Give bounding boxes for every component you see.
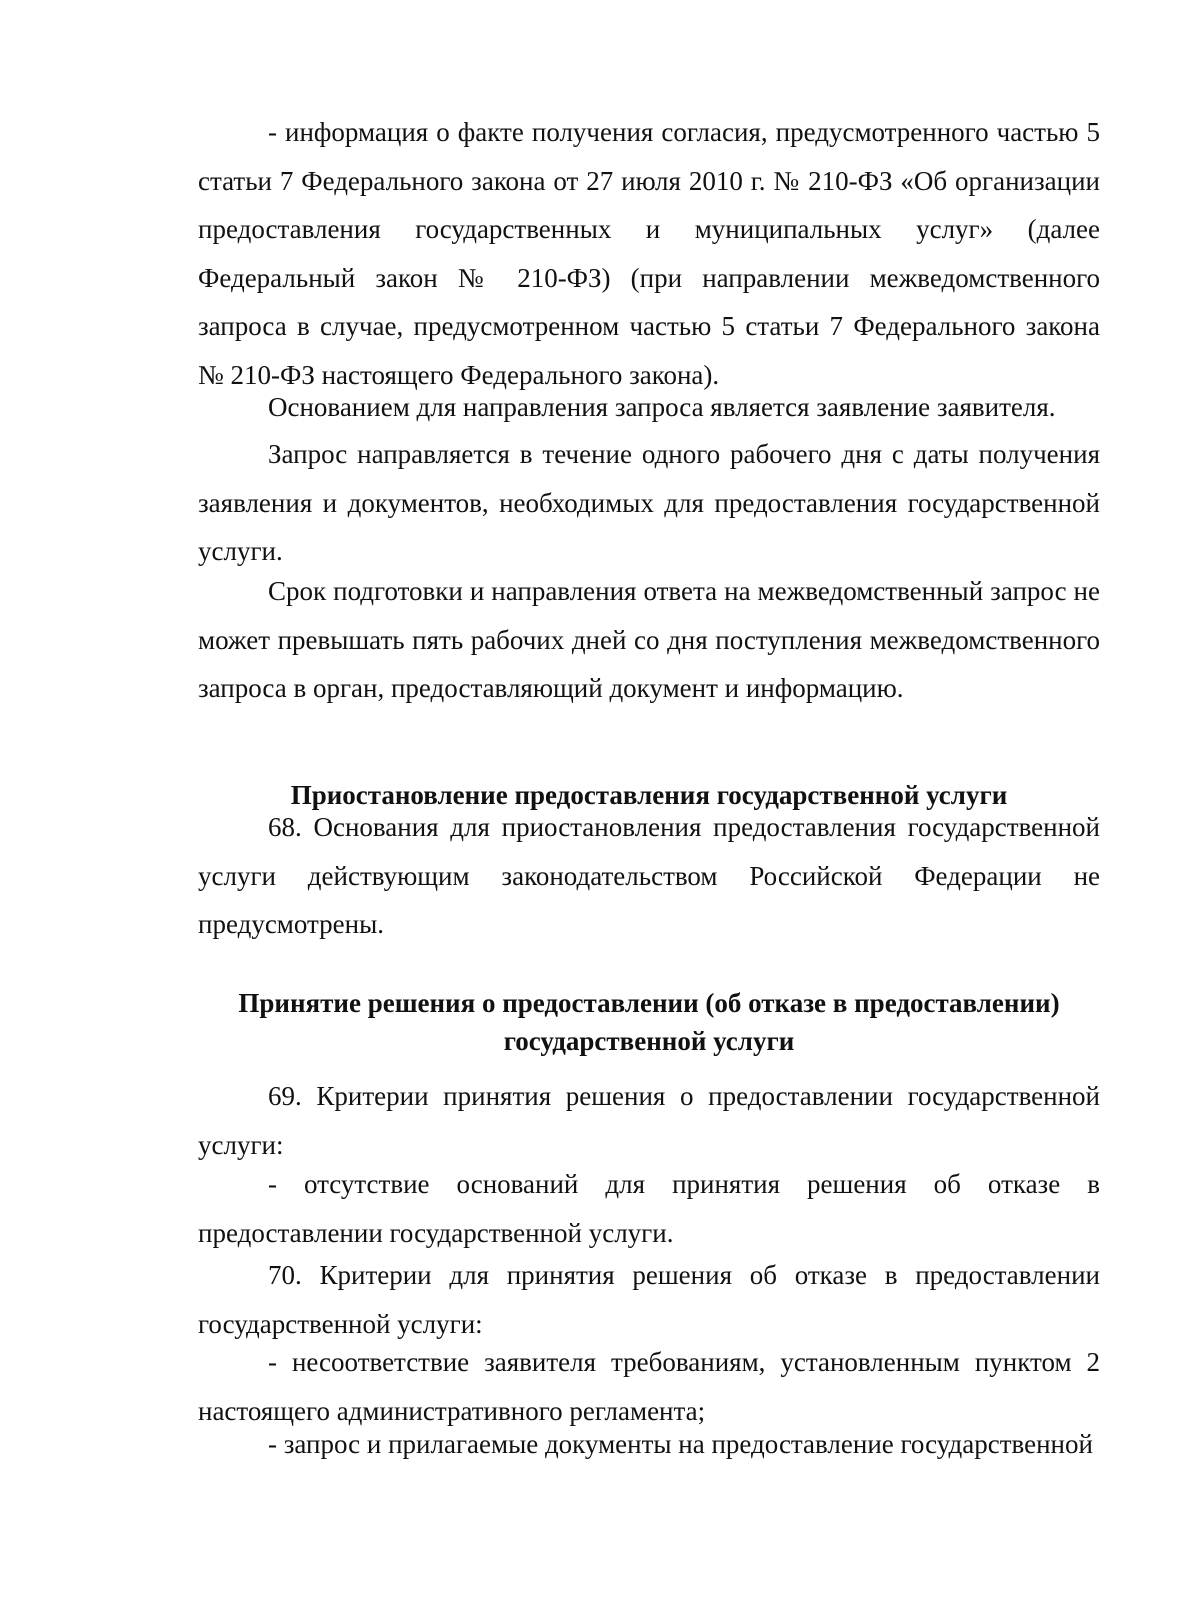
paragraph-text: 70. Критерии для принятия решения об отказе в предоставлении государственной услуги: [198,1260,1100,1339]
paragraph-request-timing [198,430,1100,576]
paragraph-text: - информация о факте получения согласия, предусмотренного частью 5 статьи 7 Федерального закона от 27 июля 2010 г. № 210-ФЗ «Об организации предоставления государственных и муниципальных услуг» (далее Федеральный закон № 210-ФЗ) (при направлении межведомственного запроса в случае, предусмотренном частью 5 статьи 7 Федерального закона № 210-ФЗ настоящего Федерального закона). [198,117,1100,390]
paragraph-70 [198,1251,1100,1348]
paragraph-69 [198,1072,1100,1169]
heading-text: Приостановление предоставления государственной услуги [290,780,1008,810]
heading-line-1: Принятие решения о предоставлении (об отказе в предоставлении) [238,988,1060,1018]
heading-line-2: государственной услуги [503,1026,795,1056]
paragraph-70-item-2 [198,1420,1100,1469]
section-heading-decision [198,984,1100,1060]
paragraph-text: Основанием для направления запроса является заявление заявителя. [268,392,1056,422]
paragraph-text: 69. Критерии принятия решения о предоставлении государственной услуги: [198,1081,1100,1160]
paragraph-response-deadline [198,567,1100,713]
paragraph-68 [198,803,1100,949]
paragraph-text: Срок подготовки и направления ответа на межведомственный запрос не может превышать пять рабочих дней со дня поступления межведомственного запроса в орган, предоставляющий документ и информацию. [198,576,1100,703]
paragraph-consent-info [198,108,1100,399]
paragraph-text: 68. Основания для приостановления предоставления государственной услуги действующим законодательством Российской Федерации не предусмотрены. [198,812,1100,939]
paragraph-text: - отсутствие оснований для принятия решения об отказе в предоставлении государственной услуги. [198,1169,1100,1248]
paragraph-request-basis [198,383,1100,432]
paragraph-text: Запрос направляется в течение одного рабочего дня с даты получения заявления и документов, необходимых для предоставления государственной услуги. [198,439,1100,566]
paragraph-text: - несоответствие заявителя требованиям, установленным пунктом 2 настоящего административного регламента; [198,1347,1100,1426]
paragraph-69-item [198,1160,1100,1257]
paragraph-text: - запрос и прилагаемые документы на предоставление государственной [268,1429,1093,1459]
